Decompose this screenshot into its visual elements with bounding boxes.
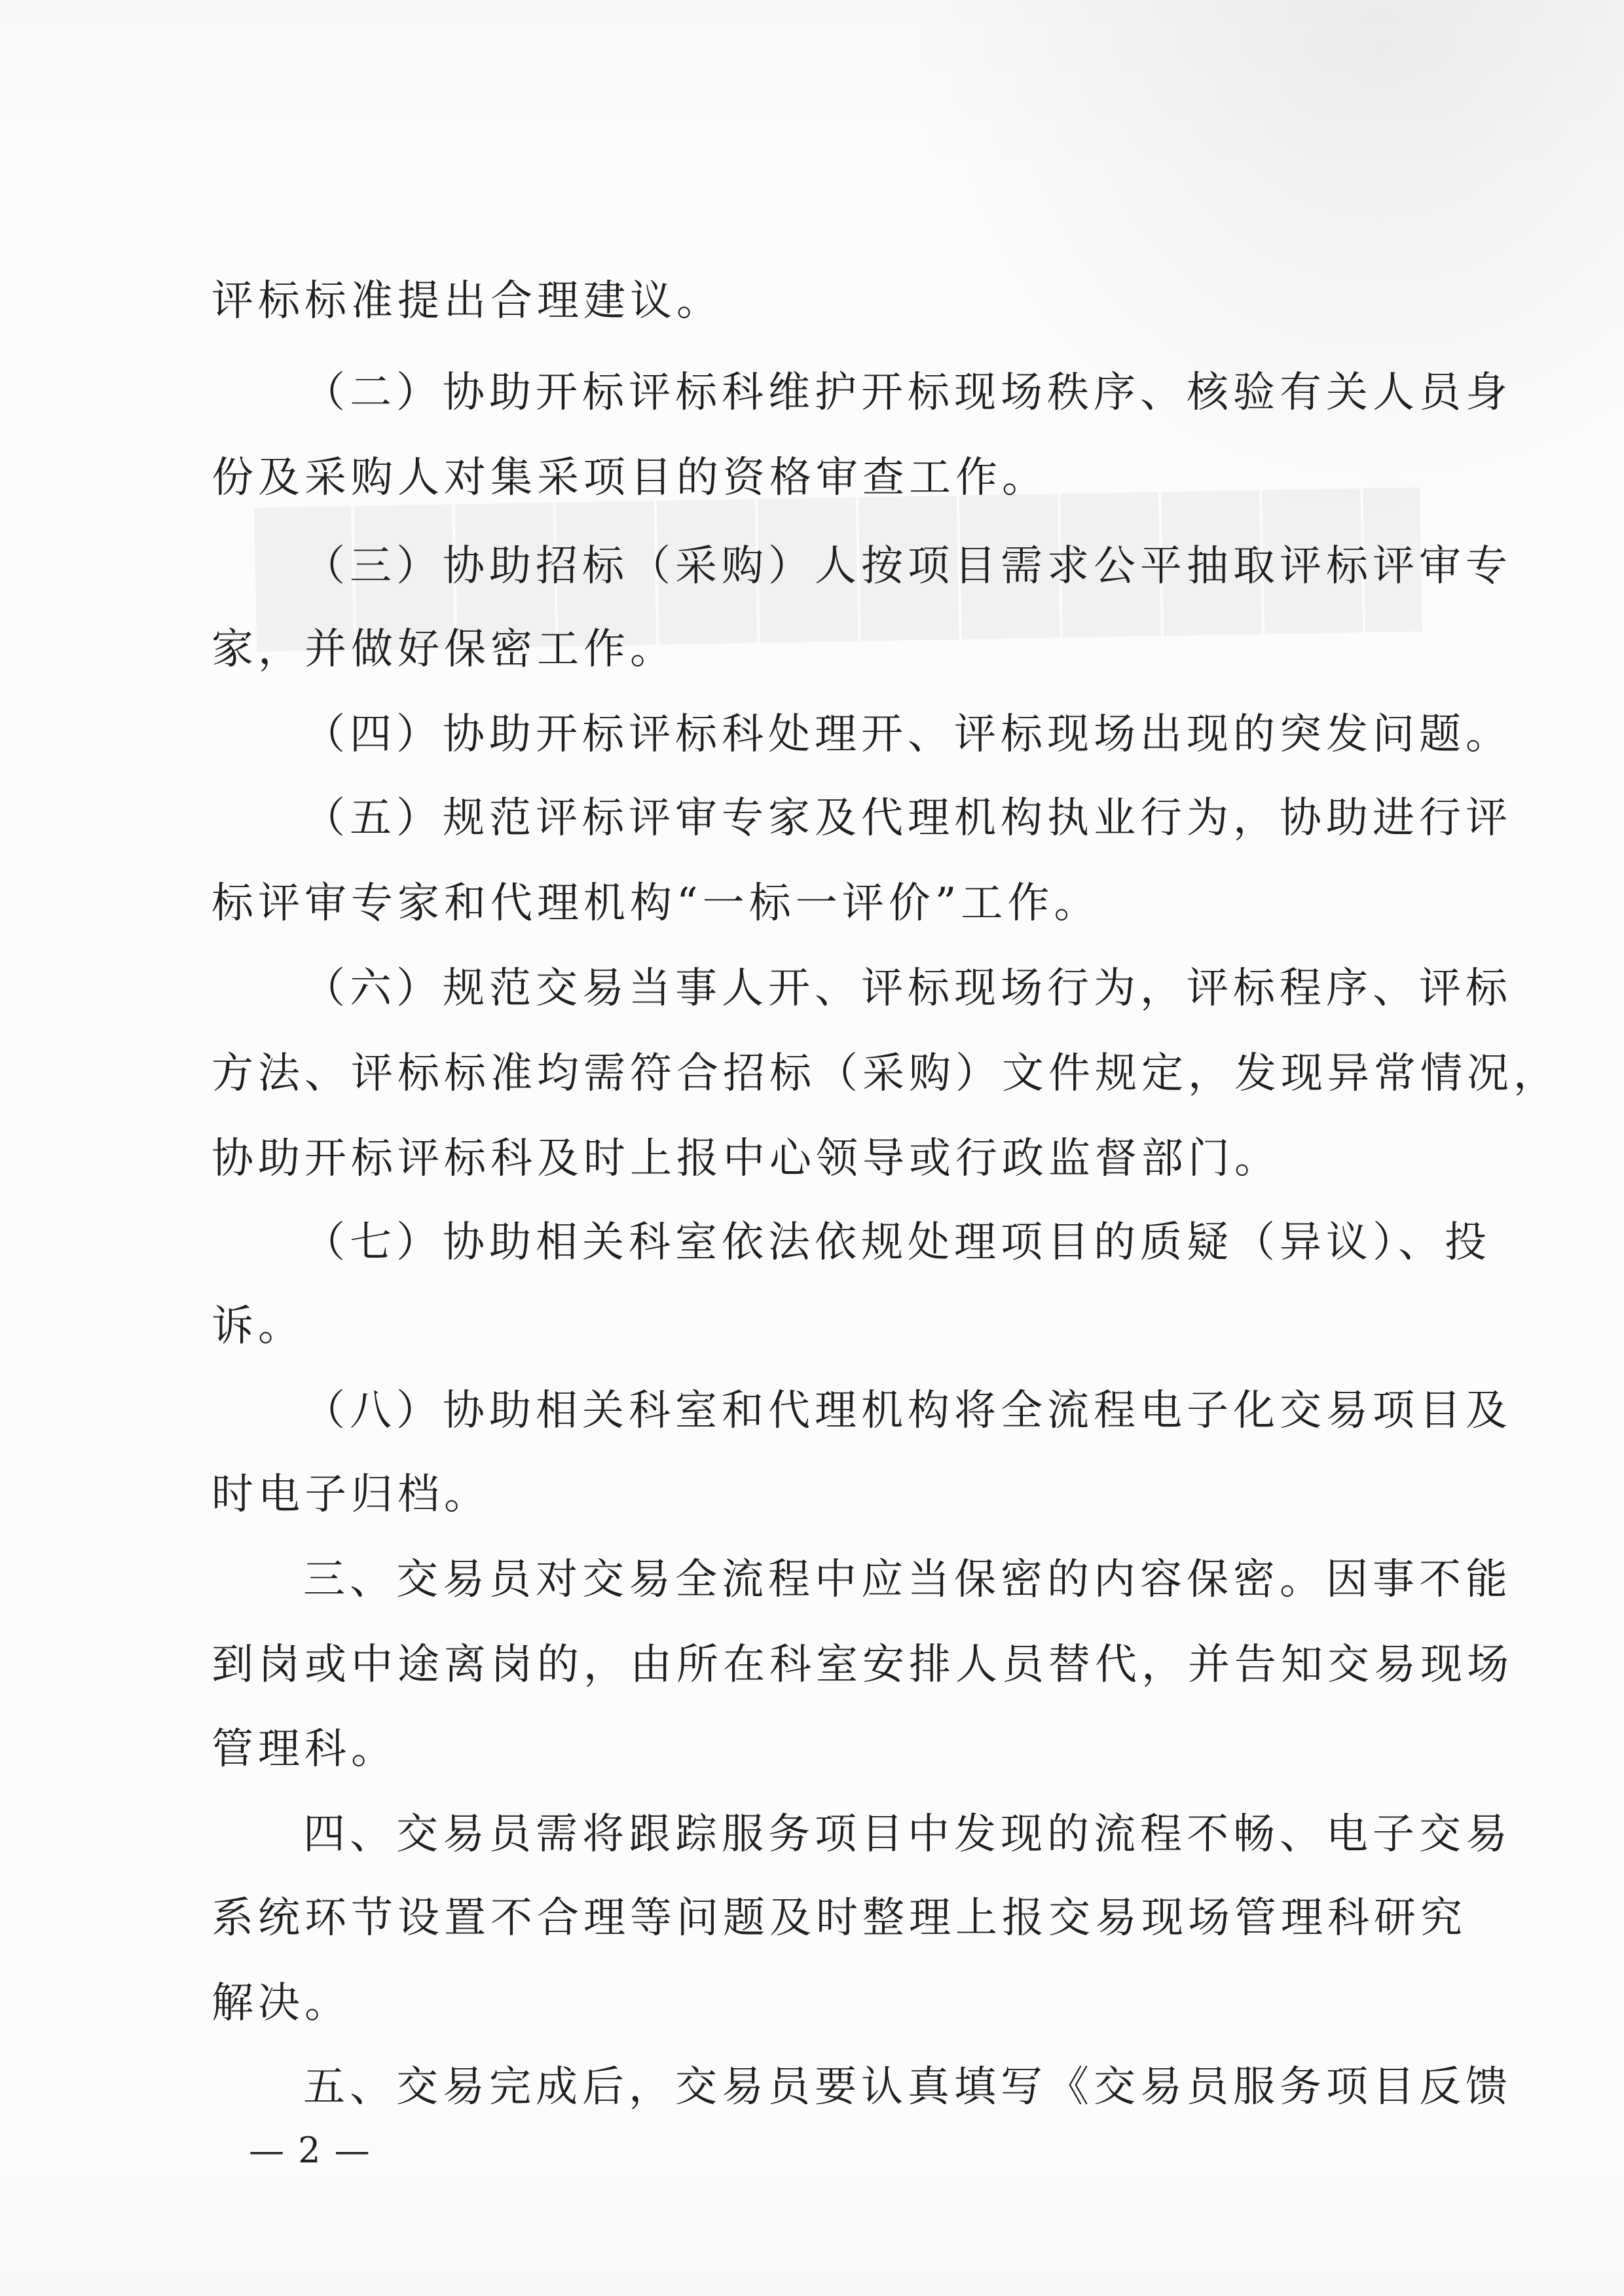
body-line: （三）协助招标（采购）人按项目需求公平抽取评标评审专 bbox=[303, 542, 1512, 591]
page-number: — 2 — bbox=[249, 2130, 371, 2171]
body-line: （四）协助开标评标科处理开、评标现场出现的突发问题。 bbox=[303, 710, 1512, 759]
body-line: 份及采购人对集采项目的资格审查工作。 bbox=[212, 454, 1048, 502]
body-line: （八）协助相关科室和代理机构将全流程电子化交易项目及 bbox=[303, 1387, 1512, 1435]
body-line: 管理科。 bbox=[212, 1725, 397, 1774]
body-line: （二）协助开标评标科维护开标现场秩序、核验有关人员身 bbox=[303, 369, 1512, 417]
body-line: 到岗或中途离岗的，由所在科室安排人员替代，并告知交易现场 bbox=[212, 1641, 1513, 1689]
body-line: 方法、评标标准均需符合招标（采购）文件规定，发现异常情况， bbox=[212, 1049, 1560, 1098]
body-line: 评标标准提出合理建议。 bbox=[212, 277, 723, 325]
body-line: 系统环节设置不合理等问题及时整理上报交易现场管理科研究 bbox=[212, 1894, 1467, 1942]
body-line: 标评审专家和代理机构“一标一评价”工作。 bbox=[212, 879, 1101, 928]
body-line: （六）规范交易当事人开、评标现场行为，评标程序、评标 bbox=[303, 964, 1512, 1013]
body-line: 五、交易完成后，交易员要认真填写《交易员服务项目反馈 bbox=[303, 2063, 1512, 2111]
body-line: 诉。 bbox=[212, 1302, 304, 1351]
body-line: 四、交易员需将跟踪服务项目中发现的流程不畅、电子交易 bbox=[303, 1810, 1512, 1859]
body-line: 三、交易员对交易全流程中应当保密的内容保密。因事不能 bbox=[303, 1556, 1512, 1604]
body-line: 解决。 bbox=[212, 1979, 351, 2028]
body-line: 家，并做好保密工作。 bbox=[212, 625, 676, 674]
body-line: 协助开标评标科及时上报中心领导或行政监督部门。 bbox=[212, 1135, 1281, 1183]
body-line: 时电子归档。 bbox=[212, 1470, 490, 1519]
body-line: （七）协助相关科室依法依规处理项目的质疑（异议）、投 bbox=[303, 1218, 1491, 1267]
body-line: （五）规范评标评审专家及代理机构执业行为，协助进行评 bbox=[303, 794, 1512, 843]
